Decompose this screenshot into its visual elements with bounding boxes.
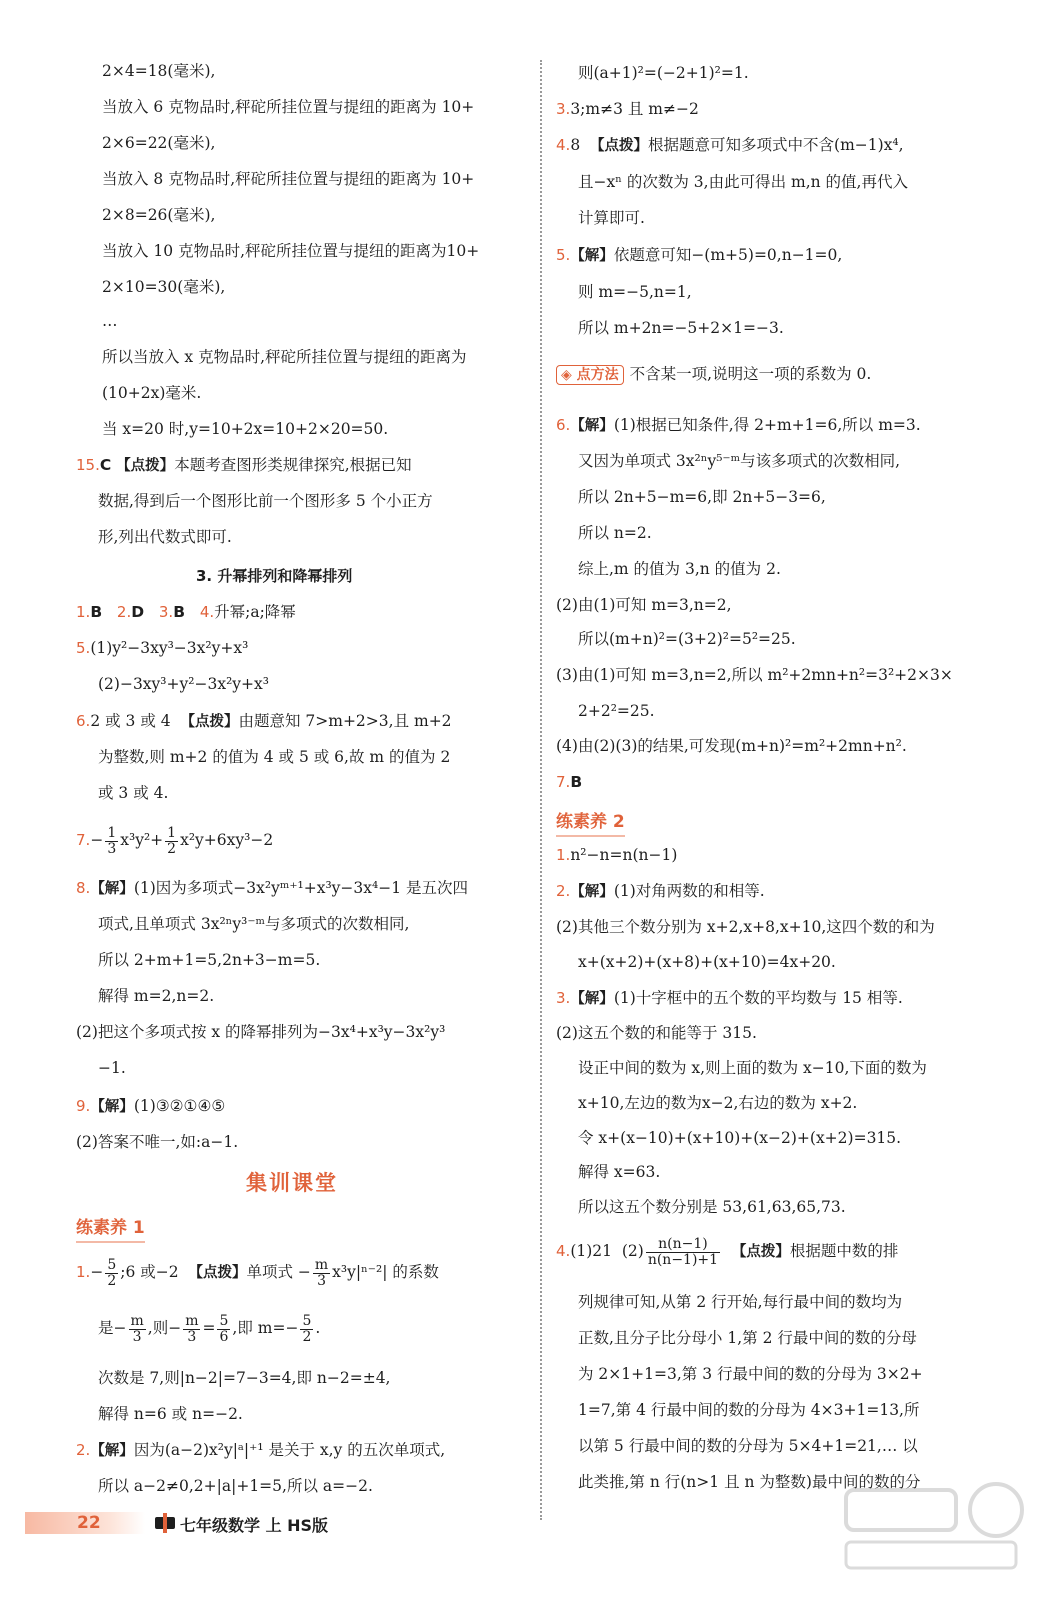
answer-choice: C bbox=[99, 456, 112, 474]
text-line: 计算即可. bbox=[578, 209, 645, 227]
math-text: 是− bbox=[98, 1319, 127, 1337]
hint-tag: 【点拨】 bbox=[731, 1244, 790, 1260]
question-number: 2. bbox=[556, 882, 571, 900]
answer-3 bbox=[556, 98, 699, 120]
text-line: (2)由(1)可知 m=3,n=2, bbox=[556, 596, 732, 614]
hint-text: 根据题意可知多项式中不含(m−1)x⁴, bbox=[648, 136, 904, 154]
text-line: 为整数,则 m+2 的值为 4 或 5 或 6,故 m 的值为 2 bbox=[98, 748, 451, 766]
math-text: x²y+6xy³−2 bbox=[180, 831, 274, 849]
answer-text: (1)y²−3xy³−3x²y+x³ bbox=[90, 639, 249, 657]
question-number: 9. bbox=[76, 1097, 91, 1115]
question-number: 3. bbox=[556, 100, 571, 118]
question-number: 5. bbox=[76, 639, 91, 657]
watermark-icon bbox=[836, 1470, 1026, 1580]
hint-tag: 【点拨】 bbox=[188, 1265, 247, 1281]
method-text: 不含某一项,说明这一项的系数为 0. bbox=[629, 365, 872, 383]
text-line: x+(x+2)+(x+8)+(x+10)=4x+20. bbox=[578, 953, 836, 971]
text-line: 所以 n=2. bbox=[578, 524, 652, 542]
question-number: 3. bbox=[158, 603, 174, 621]
hint-text: 根据题中数的排 bbox=[789, 1242, 899, 1260]
hint-tag: 【点拨】 bbox=[180, 714, 239, 730]
text-line: (2)把这个多项式按 x 的降幂排列为−3x⁴+x³y−3x²y³ bbox=[76, 1023, 446, 1041]
fraction bbox=[217, 1314, 230, 1345]
practice-answer-1 bbox=[76, 1255, 439, 1290]
solution-tag: 【解】 bbox=[570, 884, 614, 900]
question-number: 4. bbox=[199, 603, 215, 621]
text-line: 解得 m=2,n=2. bbox=[98, 987, 215, 1005]
question-number: 5. bbox=[556, 246, 571, 264]
solution-text: (1)对角两数的和相等. bbox=[613, 882, 765, 900]
text-line: 当 x=20 时,y=10+2x=10+2×20=50. bbox=[102, 420, 389, 438]
column-divider bbox=[540, 60, 542, 1520]
denominator: 3 bbox=[107, 840, 117, 857]
question-number: 7. bbox=[556, 773, 571, 791]
practice-answer-3 bbox=[556, 987, 903, 1010]
text-line: 2×10=30(毫米), bbox=[102, 278, 226, 296]
fraction bbox=[183, 1314, 200, 1345]
answer-choice: D bbox=[131, 603, 145, 621]
hint-text: x³y|ⁿ⁻²| 的系数 bbox=[332, 1263, 439, 1281]
text-line: 综上,m 的值为 3,n 的值为 2. bbox=[578, 560, 781, 578]
question-number: 4. bbox=[556, 136, 571, 154]
hint-tag: 【点拨】 bbox=[116, 458, 175, 474]
text-line: 或 3 或 4. bbox=[98, 784, 169, 802]
text-line: 令 x+(x−10)+(x+10)+(x−2)+(x+2)=315. bbox=[578, 1129, 902, 1147]
question-number: 15. bbox=[76, 456, 100, 474]
page-number: 22 bbox=[25, 1512, 145, 1534]
answer-text: n²−n=n(n−1) bbox=[570, 846, 678, 864]
math-text: ,则− bbox=[147, 1319, 182, 1337]
text-line: 解得 n=6 或 n=−2. bbox=[98, 1405, 243, 1423]
numerator: 5 bbox=[107, 1256, 117, 1273]
text-line: 又因为单项式 3x²ⁿy⁵⁻ᵐ与该多项式的次数相同, bbox=[578, 452, 901, 470]
solution-tag: 【解】 bbox=[90, 1099, 134, 1115]
solution-tag: 【解】 bbox=[570, 418, 614, 434]
denominator: 2 bbox=[167, 840, 177, 857]
fraction bbox=[129, 1314, 146, 1345]
answer-8 bbox=[76, 877, 468, 900]
text-line: 2×8=26(毫米), bbox=[102, 206, 216, 224]
answers-1-4 bbox=[76, 601, 296, 623]
text-line: 2×4=18(毫米), bbox=[102, 62, 216, 80]
answer-4 bbox=[556, 134, 904, 157]
text-line: 当放入 10 克物品时,秤砣所挂位置与提纽的距离为10+ bbox=[102, 242, 480, 260]
fraction bbox=[105, 826, 118, 857]
hint-tag: 【点拨】 bbox=[590, 138, 649, 154]
text-line: 则(a+1)²=(−2+1)²=1. bbox=[578, 64, 749, 82]
text-line: 所以 a−2≠0,2+|a|+1=5,所以 a=−2. bbox=[98, 1477, 373, 1495]
denominator: 2 bbox=[107, 1272, 117, 1289]
answer-text: 2 或 3 或 4 bbox=[90, 712, 171, 730]
answer-choice: B bbox=[570, 773, 583, 791]
subsection-heading: 练素养 1 bbox=[76, 1213, 145, 1243]
brand-logo-icon bbox=[154, 1512, 176, 1534]
text-line: (2)这五个数的和能等于 315. bbox=[556, 1024, 757, 1042]
question-number: 6. bbox=[76, 712, 91, 730]
solution-tag: 【解】 bbox=[90, 881, 134, 897]
answer-15 bbox=[76, 454, 412, 477]
math-line bbox=[98, 1311, 320, 1345]
text-line: 2+2²=25. bbox=[578, 702, 655, 720]
solution-text: (1)根据已知条件,得 2+m+1=6,所以 m=3. bbox=[613, 416, 921, 434]
hint-text: 单项式 − bbox=[246, 1263, 311, 1281]
solution-tag: 【解】 bbox=[90, 1443, 134, 1459]
answer-choice: B bbox=[90, 603, 103, 621]
answer-text: ;6 或−2 bbox=[120, 1263, 179, 1281]
solution-text: 依题意可知−(m+5)=0,n−1=0, bbox=[613, 246, 843, 264]
text-line: 所以这五个数分别是 53,61,63,65,73. bbox=[578, 1198, 846, 1216]
answer-5 bbox=[556, 244, 842, 267]
text-line: 设正中间的数为 x,则上面的数为 x−10,下面的数为 bbox=[578, 1059, 927, 1077]
text-line: 所以 2n+5−m=6,即 2n+5−3=6, bbox=[578, 488, 826, 506]
fraction bbox=[165, 826, 178, 857]
fraction bbox=[313, 1258, 330, 1289]
practice-answer-2 bbox=[556, 880, 765, 903]
fraction bbox=[646, 1237, 720, 1268]
question-number: 1. bbox=[76, 603, 91, 621]
question-number: 2. bbox=[76, 1441, 91, 1459]
text-line: 解得 x=63. bbox=[578, 1163, 661, 1181]
hint-text: 由题意知 7>m+2>3,且 m+2 bbox=[238, 712, 452, 730]
math-text: ,即 m=− bbox=[232, 1319, 299, 1337]
solution-text: (1)③②①④⑤ bbox=[133, 1097, 226, 1115]
text-line: 以第 5 行最中间的数的分母为 5×4+1=21,… 以 bbox=[578, 1437, 918, 1455]
solution-tag: 【解】 bbox=[570, 991, 614, 1007]
answer-text: 升幂;a;降幂 bbox=[214, 603, 296, 621]
numerator: m bbox=[314, 1256, 329, 1273]
text-line: 为 2×1+1=3,第 3 行最中间的数的分母为 3×2+ bbox=[578, 1365, 923, 1383]
answer-6 bbox=[76, 710, 452, 733]
denominator: 2 bbox=[302, 1328, 312, 1345]
book-title: 七年级数学 上 HS版 bbox=[180, 1516, 329, 1535]
question-number: 2. bbox=[116, 603, 132, 621]
solution-text: (1)因为多项式−3x²yᵐ⁺¹+x³y−3x⁴−1 是五次四 bbox=[133, 879, 469, 897]
answer-text: 3;m≠3 且 m≠−2 bbox=[570, 100, 699, 118]
question-number: 8. bbox=[76, 879, 91, 897]
method-badge bbox=[556, 365, 624, 385]
denominator: 3 bbox=[187, 1328, 197, 1345]
text-line: 数据,得到后一个图形比前一个图形多 5 个小正方 bbox=[98, 492, 433, 510]
answer-choice: B bbox=[173, 603, 186, 621]
math-text: = bbox=[202, 1319, 216, 1337]
numerator: m bbox=[130, 1312, 144, 1329]
text-line: 正数,且分子比分母小 1,第 2 行最中间的数的分母 bbox=[578, 1329, 917, 1347]
question-number: 6. bbox=[556, 416, 571, 434]
ellipsis: … bbox=[102, 312, 118, 330]
math-text: x³y²+ bbox=[120, 831, 164, 849]
text-line: 次数是 7,则|n−2|=7−3=4,即 n−2=±4, bbox=[98, 1369, 391, 1387]
numerator: 1 bbox=[107, 824, 117, 841]
text-line: 列规律可知,从第 2 行开始,每行最中间的数均为 bbox=[578, 1293, 903, 1311]
answer-7 bbox=[556, 771, 582, 793]
text-line: 所以 2+m+1=5,2n+3−m=5. bbox=[98, 951, 321, 969]
answer-6 bbox=[556, 414, 921, 437]
solution-tag: 【解】 bbox=[570, 248, 614, 264]
text-line: 则 m=−5,n=1, bbox=[578, 283, 692, 301]
question-number: 3. bbox=[556, 989, 571, 1007]
numerator: n(n−1) bbox=[646, 1237, 720, 1253]
text-line: 当放入 6 克物品时,秤砣所挂位置与提纽的距离为 10+ bbox=[102, 98, 475, 116]
subsection-heading: 练素养 2 bbox=[556, 807, 625, 837]
solution-text: 因为(a−2)x²y|ᵃ|⁺¹ 是关于 x,y 的五次单项式, bbox=[133, 1441, 446, 1459]
question-number: 1. bbox=[76, 1263, 91, 1281]
answer-text: 8 bbox=[570, 136, 581, 154]
text-line: 所以 m+2n=−5+2×1=−3. bbox=[578, 319, 784, 337]
denominator: n(n−1)+1 bbox=[647, 1251, 719, 1268]
text-line: 此类推,第 n 行(n>1 且 n 为整数)最中间的数的分 bbox=[578, 1473, 921, 1491]
numerator: m bbox=[185, 1312, 199, 1329]
sparkle-icon: ◈ bbox=[561, 367, 572, 383]
text-line: (2)其他三个数分别为 x+2,x+8,x+10,这四个数的和为 bbox=[556, 918, 935, 936]
answer-text: (1)21 bbox=[570, 1242, 612, 1260]
text-line: 2×6=22(毫米), bbox=[102, 134, 216, 152]
practice-answer-1 bbox=[556, 844, 677, 866]
hint-text: 本题考查图形类规律探究,根据已知 bbox=[174, 456, 412, 474]
section-title: 3. 升幂排列和降幂排列 bbox=[196, 567, 353, 585]
practice-section-title: 集训课堂 bbox=[246, 1171, 338, 1195]
text-line: 项式,且单项式 3x²ⁿy³⁻ᵐ与多项式的次数相同, bbox=[98, 915, 410, 933]
text-line: 且−xⁿ 的次数为 3,由此可得出 m,n 的值,再代入 bbox=[578, 173, 908, 191]
fraction bbox=[300, 1314, 313, 1345]
denominator: 6 bbox=[219, 1328, 229, 1345]
denominator: 3 bbox=[132, 1328, 142, 1345]
question-number: 4. bbox=[556, 1242, 571, 1260]
text-line: (2)答案不唯一,如:a−1. bbox=[76, 1133, 239, 1151]
text-line: (2)−3xy³+y²−3x²y+x³ bbox=[98, 675, 269, 693]
fraction bbox=[105, 1258, 118, 1289]
answer-7 bbox=[76, 823, 273, 857]
question-number: 1. bbox=[556, 846, 571, 864]
answer-9 bbox=[76, 1095, 225, 1118]
text-line: 所以当放入 x 克物品时,秤砣所挂位置与提纽的距离为 bbox=[102, 348, 467, 366]
answer-text: (2) bbox=[621, 1242, 644, 1260]
text-line: x+10,左边的数为x−2,右边的数为 x+2. bbox=[578, 1094, 858, 1112]
question-number: 7. bbox=[76, 831, 91, 849]
math-text: − bbox=[90, 831, 104, 849]
text-line: −1. bbox=[98, 1059, 126, 1077]
math-text: − bbox=[90, 1263, 104, 1281]
text-line: (4)由(2)(3)的结果,可发现(m+n)²=m²+2mn+n². bbox=[556, 737, 907, 755]
numerator: 1 bbox=[167, 824, 177, 841]
numerator: 5 bbox=[302, 1312, 312, 1329]
text-line: (3)由(1)可知 m=3,n=2,所以 m²+2mn+n²=3²+2×3× bbox=[556, 666, 953, 684]
text-line: 形,列出代数式即可. bbox=[98, 528, 232, 546]
text-line: 当放入 8 克物品时,秤砣所挂位置与提纽的距离为 10+ bbox=[102, 170, 475, 188]
practice-answer-4 bbox=[556, 1233, 898, 1270]
denominator: 3 bbox=[317, 1272, 326, 1289]
math-text: . bbox=[315, 1319, 321, 1337]
method-badge-label: 点方法 bbox=[576, 367, 619, 383]
text-line: 所以(m+n)²=(3+2)²=5²=25. bbox=[578, 630, 796, 648]
text-line: 1=7,第 4 行最中间的数的分母为 4×3+1=13,所 bbox=[578, 1401, 920, 1419]
numerator: 5 bbox=[219, 1312, 229, 1329]
answer-5 bbox=[76, 637, 248, 659]
practice-answer-2 bbox=[76, 1439, 445, 1462]
method-note bbox=[556, 363, 871, 385]
solution-text: (1)十字框中的五个数的平均数与 15 相等. bbox=[613, 989, 903, 1007]
text-line: (10+2x)毫米. bbox=[102, 384, 202, 402]
